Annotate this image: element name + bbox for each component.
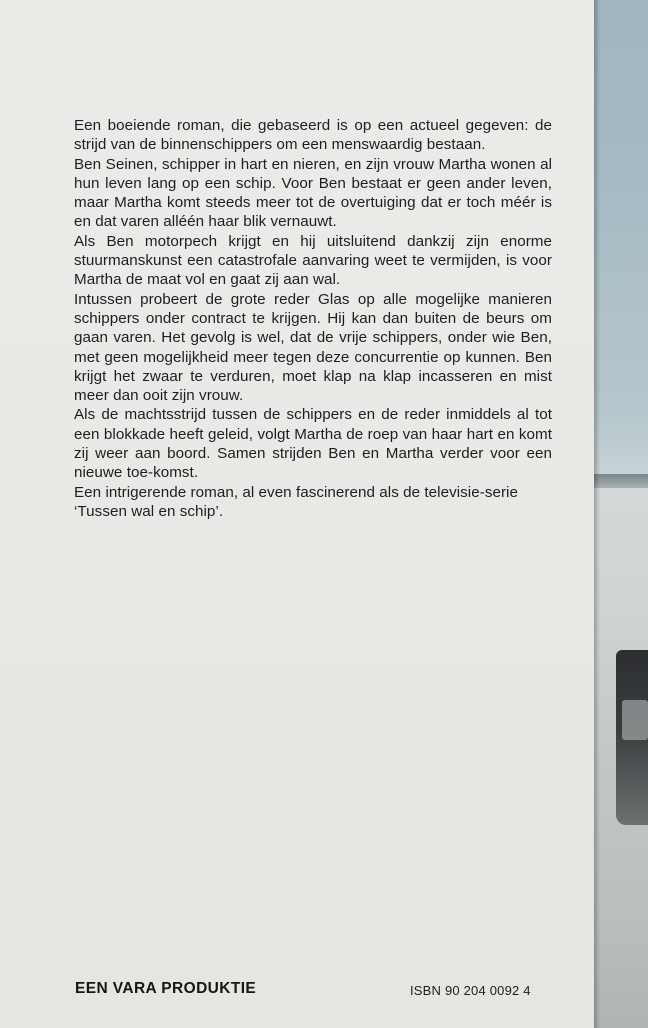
page-edge-shadow [594,0,600,1028]
blurb-paragraph-6: Een intrigerende roman, al even fascinerend als de televisie-serie ‘Tussen wal en schip’. [74,483,518,520]
cover-photo-edge [594,0,648,1028]
photo-boat-highlight [622,700,648,740]
blurb-paragraph-2: Ben Seinen, schipper in hart en nieren, en zijn vrouw Martha wonen al hun leven lang op een schip. Voor Ben bestaat er geen ander leven, maar Martha komt steeds meer tot de overtuiging dat er toch méér is en dat varen alléén haar blik vernauwt. [74,155,552,231]
photo-horizon [594,474,648,488]
isbn-label: ISBN 90 204 0092 4 [410,983,531,998]
publisher-label: EEN VARA PRODUKTIE [75,980,257,997]
blurb-paragraph-5: Als de machtsstrijd tussen de schippers en de reder inmiddels al tot een blokkade heeft geleid, volgt Martha de roep van haar hart en komt zij weer aan boord. Samen strijden Ben en Martha verder voor een nieuwe toe-komst. [74,406,552,482]
blurb-paragraph-1: Een boeiende roman, die gebaseerd is op een actueel gegeven: de strijd van de binnenschippers om een menswaardig bestaan. [74,117,552,154]
blurb-text [74,116,552,521]
blurb-paragraph-4: Intussen probeert de grote reder Glas op alle mogelijke manieren schippers onder contract te krijgen. Hij kan dan buiten de beurs om gaan varen. Het gevolg is wel, dat de vrije schippers, onder wie Ben, met geen mogelijkheid meer tegen deze concurrentie op kunnen. Ben krijgt het zwaar te verduren, moet klap na klap incasseren en mist meer dan ooit zijn vrouw. [74,290,552,405]
blurb-paragraph-3: Als Ben motorpech krijgt en hij uitsluitend dankzij zijn enorme stuurmanskunst een catastrofale aanvaring weet te vermijden, is voor Martha de maat vol en gaat zij aan wal. [74,232,552,289]
